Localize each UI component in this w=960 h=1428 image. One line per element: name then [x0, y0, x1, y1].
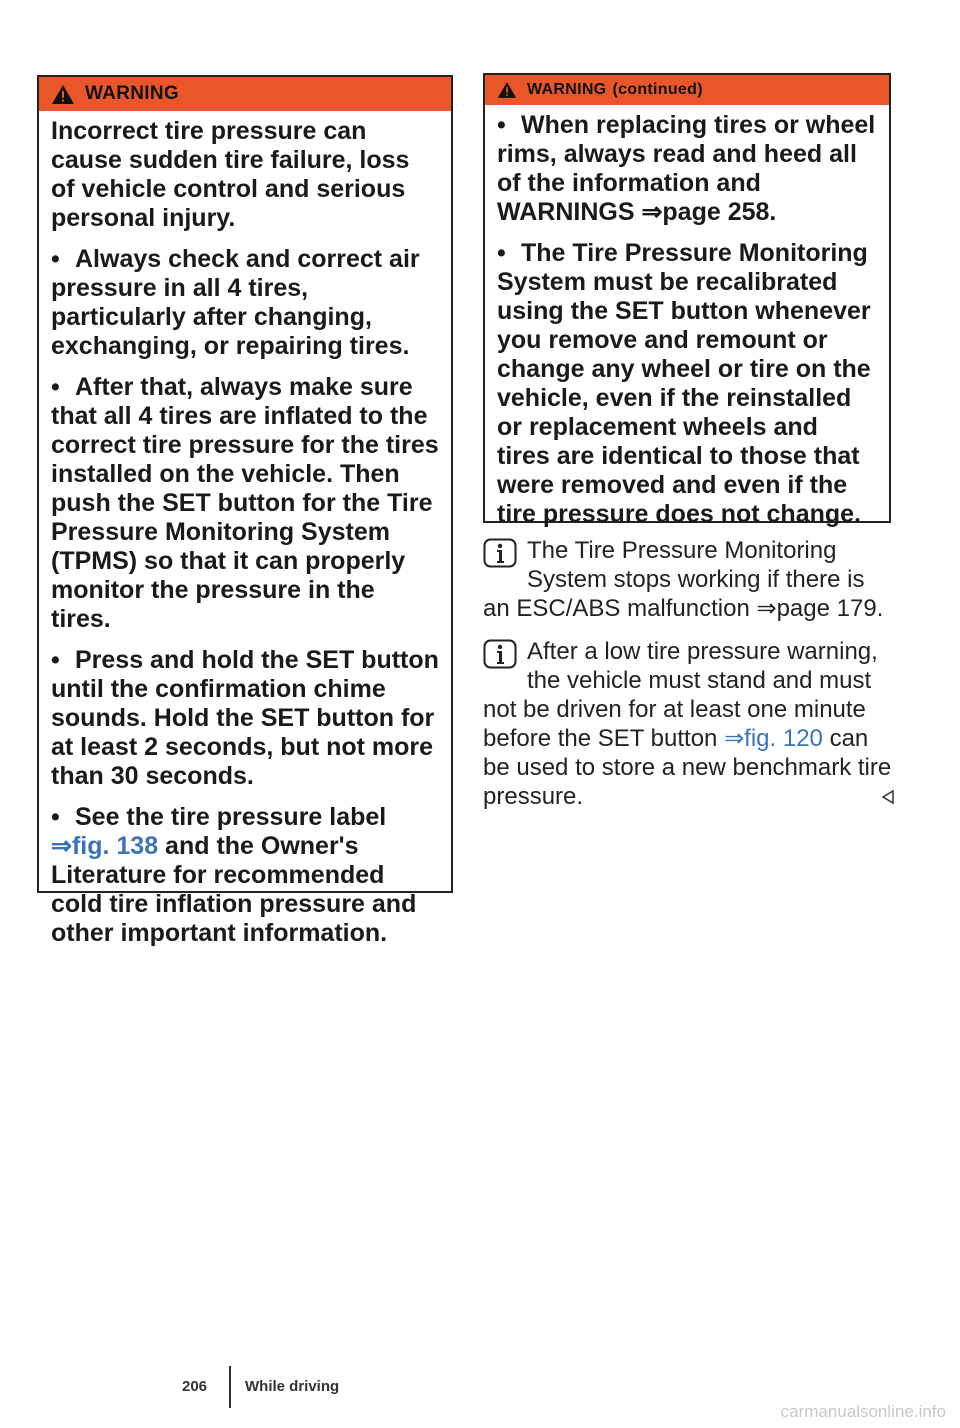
info-note-icon	[483, 538, 517, 568]
warning-subtitle: (continued)	[612, 81, 703, 98]
warning-bullet: • The Tire Pressure Monitoring System must be recalibrated using the SET button whenever you remove and remount or change any wheel or tire on the vehicle, even if the reinstalled or replacement wheels and tires are identical to those that were removed and even if the tire pressure does not change.	[497, 239, 871, 528]
warning-bullet: • When replacing tires or wheel rims, always read and heed all of the information and WARNINGS ⇒page 258.	[497, 111, 876, 226]
warning-bullet: • After that, always make sure that all 4 tires are inflated to the correct tire pressure for the tires installed on the vehicle. Then push the SET button for the Tire Pressure Monitoring System (TPMS) so that it can properly monitor the pressure in the tires.	[51, 373, 439, 633]
section-title: While driving	[245, 1378, 340, 1395]
warning-title: WARNING	[527, 81, 607, 98]
warning-header	[39, 77, 451, 111]
warning-triangle-icon	[51, 84, 75, 105]
footer-divider	[229, 1366, 231, 1408]
warning-title: WARNING	[85, 83, 179, 104]
fig-138-link[interactable]: ⇒fig. 138	[51, 832, 159, 860]
page-number: 206	[182, 1378, 208, 1395]
warning-lead-text: Incorrect tire pressure can cause sudden tire failure, loss of vehicle control and serious personal injury.	[51, 117, 410, 232]
info-note-icon	[483, 639, 517, 669]
warning-triangle-icon	[497, 81, 517, 99]
warning-bullet: • Always check and correct air pressure in all 4 tires, particularly after changing, exchanging, or repairing tires.	[51, 245, 420, 360]
end-of-section-icon	[880, 789, 896, 805]
warning-bullet: • See the tire pressure label ⇒fig. 138 and the Owner's Literature for recommended cold tire inflation pressure and other important information.	[51, 803, 417, 947]
warning-box-left	[37, 75, 453, 947]
info-note: After a low tire pressure warning, the vehicle must stand and must not be driven for at least one minute before the SET button ⇒fig. 120 can be used to store a new benchmark tire pressure.	[483, 638, 892, 810]
watermark: carmanualsonline.info	[780, 1402, 946, 1421]
warning-header-continued	[485, 75, 889, 105]
fig-120-link[interactable]: ⇒fig. 120	[724, 725, 823, 752]
warning-box-right	[483, 73, 891, 528]
warning-bullet: • Press and hold the SET button until the confirmation chime sounds. Hold the SET button for at least 2 seconds, but not more than 30 seconds.	[51, 646, 439, 790]
info-note: The Tire Pressure Monitoring System stops working if there is an ESC/ABS malfunction ⇒page 179.	[483, 537, 884, 622]
